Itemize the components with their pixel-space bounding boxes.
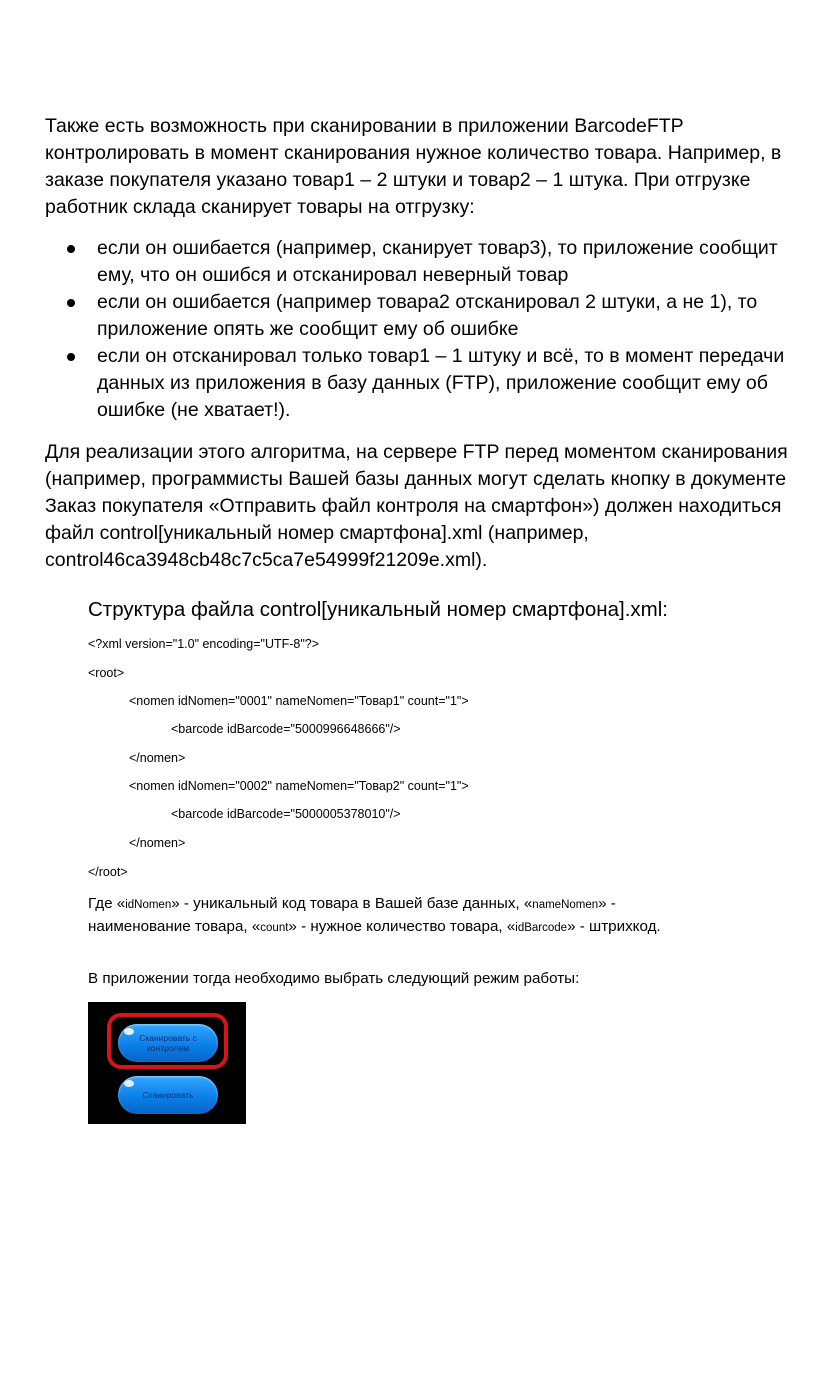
notes-text: Где « <box>88 895 126 912</box>
scan-label: Сканировать <box>142 1090 194 1100</box>
implementation-paragraph: Для реализации этого алгоритма, на сервере FTP перед моментом сканирования (например, программисты Вашей базы данных могут сделать кнопку в документе Заказ покупателя «Отправить файл контроля на смартфон») должен находиться файл control[уникальный номер смартфона].xml (например, control46ca3948cb48c7c5ca7e54999f21209e.xml). <box>45 441 788 571</box>
xml-line: </nomen> <box>129 836 186 850</box>
field-name: nameNomen <box>532 899 599 911</box>
xml-line: </root> <box>88 865 128 879</box>
xml-line: <nomen idNomen="0002" nameNomen="Товар2" count="1"> <box>129 779 469 793</box>
scan-button[interactable] <box>118 1076 218 1114</box>
error-cases-list <box>60 235 810 424</box>
xml-line: <root> <box>88 666 125 680</box>
list-item: если он ошибается (например, сканирует товар3), то приложение сообщит ему, что он ошибся и отсканировал неверный товар <box>60 235 810 289</box>
field-name: count <box>260 922 289 934</box>
field-descriptions <box>88 893 708 939</box>
gloss-highlight <box>124 1080 134 1087</box>
xml-line: <nomen idNomen="0001" nameNomen="Товар1" count="1"> <box>129 694 469 708</box>
highlight-frame <box>107 1013 228 1069</box>
notes-text: » - штрихкод. <box>567 918 661 935</box>
xml-line: </nomen> <box>129 751 186 765</box>
notes-text: » - уникальный код товара в Вашей базе данных, « <box>171 895 533 912</box>
list-item: если он отсканировал только товар1 – 1 штуку и всё, то в момент передачи данных из приложения в базу данных (FTP), приложение сообщит ему об ошибке (не хватает!). <box>60 343 810 424</box>
app-screenshot <box>88 1002 246 1124</box>
notes-text: » - наименование товара, « <box>88 895 616 935</box>
structure-heading: Структура файла control[уникальный номер смартфона].xml: <box>88 598 668 621</box>
xml-line: <barcode idBarcode="5000996648666"/> <box>171 722 401 736</box>
xml-line: <?xml version="1.0" encoding="UTF-8"?> <box>88 637 320 651</box>
xml-line: <barcode idBarcode="5000005378010"/> <box>171 807 401 821</box>
notes-text: » - нужное количество товара, « <box>288 918 516 935</box>
mode-instruction: В приложении тогда необходимо выбрать следующий режим работы: <box>88 970 580 987</box>
list-item: если он ошибается (например товара2 отсканировал 2 штуки, а не 1), то приложение опять же сообщит ему об ошибке <box>60 289 810 343</box>
field-name: idBarcode <box>515 922 568 934</box>
intro-paragraph: Также есть возможность при сканировании в приложении BarcodeFTP контролировать в момент сканирования нужное количество товара. Например, в заказе покупателя указано товар1 – 2 штуки и товар2 – 1 штука. При отгрузке работник склада сканирует товары на отгрузку: <box>45 115 782 218</box>
field-name: idNomen <box>125 899 172 911</box>
scan-with-control-label: Сканировать с контролем <box>139 1033 197 1053</box>
